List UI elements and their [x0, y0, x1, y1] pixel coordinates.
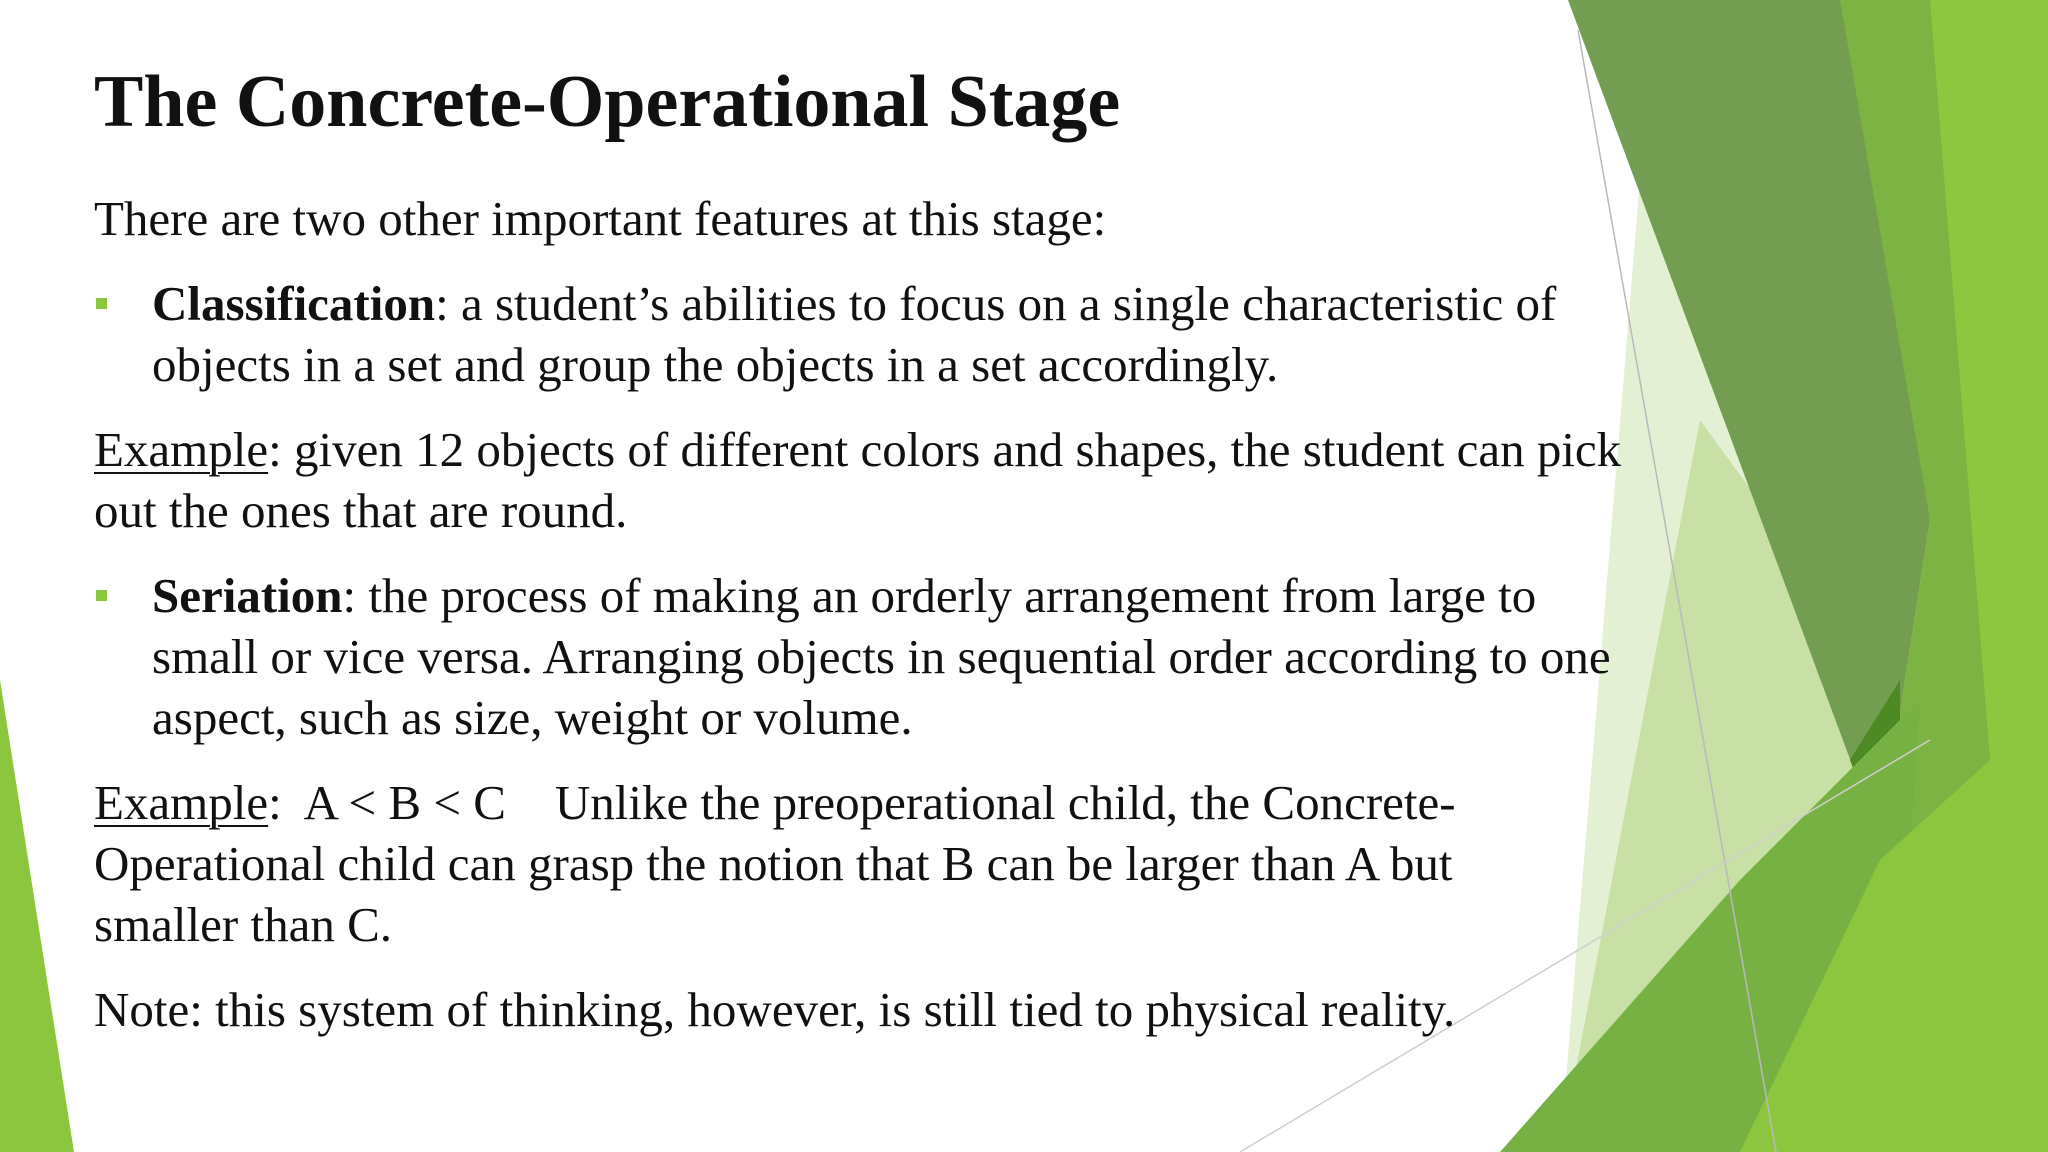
- example-label: Example: [94, 775, 269, 830]
- slide-body: [94, 188, 1654, 1040]
- example-text: : given 12 objects of different colors and shapes, the student can pick out the ones that are round.: [94, 422, 1622, 538]
- bullet-seriation: [94, 565, 1654, 748]
- example-line-2: Operational child can grasp the notion that B can be larger than A but: [94, 836, 1453, 891]
- bullet-square-icon: [96, 590, 107, 601]
- example-text: : A < B < C Unlike the preoperational child, the Concrete-: [268, 775, 1456, 830]
- slide-title: The Concrete-Operational Stage: [94, 61, 1121, 143]
- bullet-term: Classification: [152, 276, 436, 331]
- example-seriation: [94, 772, 1654, 955]
- bullet-classification: [94, 273, 1654, 395]
- left-green-sliver: [0, 680, 74, 1152]
- bullet-square-icon: [96, 298, 107, 309]
- bullet-text: : the process of making an orderly arrangement from large to small or vice versa. Arranging objects in sequential order according to one aspect, such as size, weight or volume.: [152, 568, 1611, 745]
- bullet-term: Seriation: [152, 568, 343, 623]
- example-line-1: [94, 772, 1654, 833]
- bullet-text: : a student’s abilities to focus on a single characteristic of objects in a set and group the objects in a set accordingly.: [152, 276, 1557, 392]
- intro-text: There are two other important features at this stage:: [94, 191, 1107, 246]
- example-label: Example: [94, 422, 269, 477]
- example-classification: [94, 419, 1654, 541]
- example-line-3: smaller than C.: [94, 897, 393, 952]
- note-text: Note: this system of thinking, however, is still tied to physical reality.: [94, 982, 1456, 1037]
